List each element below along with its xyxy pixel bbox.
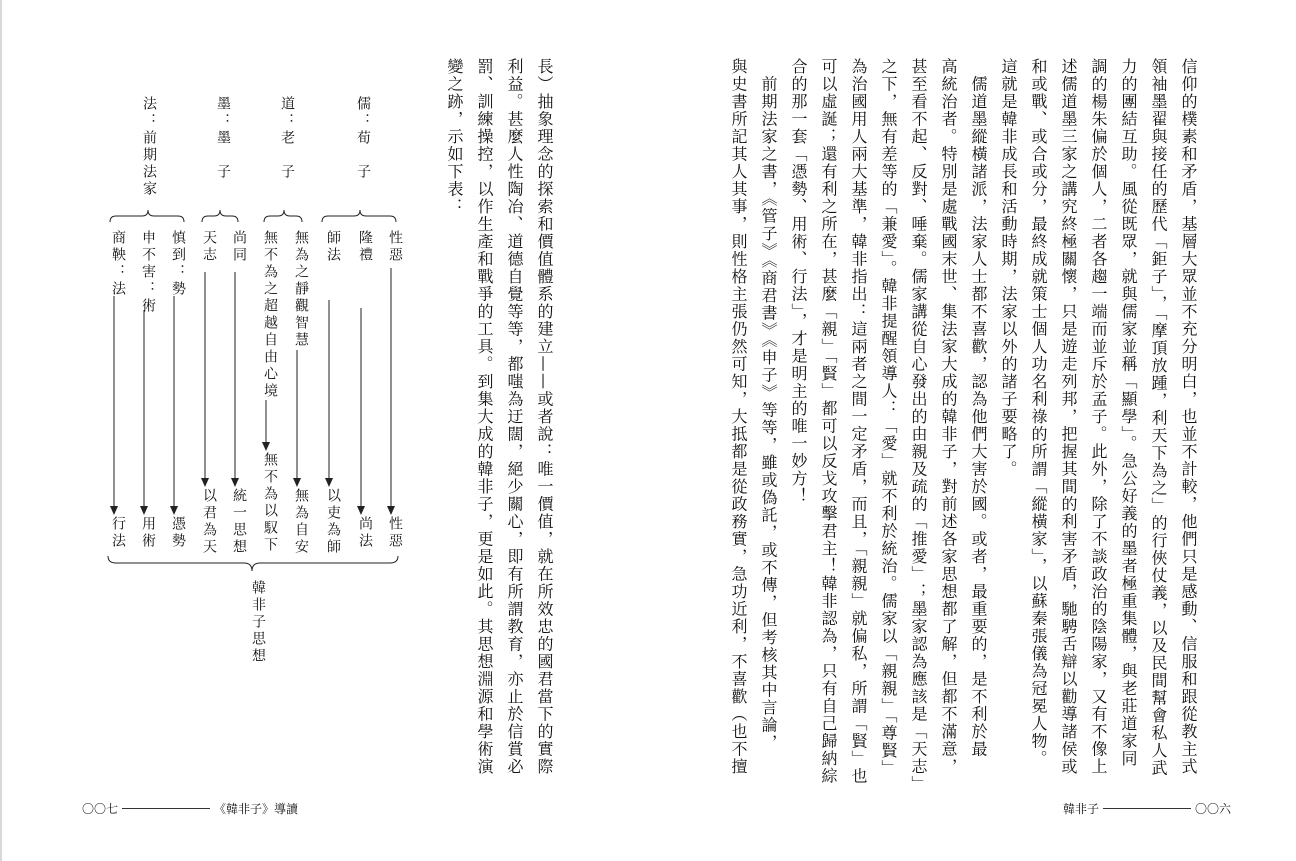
body-column: 前期法家之書，《管子》《商君書》《申子》等等，雖或偽託，或不傳，但考核其中言論， [759,58,778,752]
footer-rule [1103,808,1191,809]
tree-end-wuweizian: 無為自安 [293,488,309,556]
tree-mid-wuwei: 無為之靜觀智慧 [293,230,309,349]
tree-mid-longli: 隆禮 [357,230,373,264]
body-column: 高統治者。特別是處戰國末世、集法家大成的韓非子，對前述各家思想都了解，但都不滿意， [939,58,958,776]
tree-end-shangfa: 尚法 [357,516,373,550]
tree-end-yijunweitian: 以君為天 [201,488,217,556]
body-column: 利益。甚麼人性陶冶、道德自覺等等，都嗤為迂闊，絕少關心，即有所謂教育，亦止於信賞必 [505,58,524,776]
body-column: 領袖墨翟與接任的歷代「鉅子」，「摩頂放踵，利天下為之」的行俠仗義，以及民間幫會私人武 [1149,58,1168,777]
tree-end-tongyisixiang: 統一思想 [231,488,247,556]
right-page [648,0,1296,861]
body-column: 長）抽象理念的探索和價值體系的建立——或者說：唯一價值，就在所效忠的國君當下的實際 [535,58,554,776]
tree-mid-shifa: 師法 [325,230,341,264]
tree-mid-shangyang: 商鞅：法 [110,230,126,298]
tree-mid-shangtong: 尚同 [231,230,247,264]
page-number: 〇〇六 [1195,802,1232,816]
body-column: 信仰的樸素和矛盾，基層大眾並不充分明白，也並不計較，他們只是感動、信服和跟從教主式 [1179,58,1198,776]
tree-source-fa: 法：前期法家 [141,96,157,198]
tree-source-ru: 儒：荀 子 [355,96,371,181]
tree-mid-shendao: 慎到：勢 [170,230,186,298]
tree-end-yongshu: 用術 [140,516,156,550]
running-title: 韓非子 [1063,802,1100,816]
tree-mid-wubuwei: 無不為之超越自由心境 [262,230,278,400]
page-number: 〇〇七 [82,802,119,816]
body-column: 變之跡，示如下表： [445,58,464,216]
footer-rule [122,808,210,809]
tree-conclusion: 韓非子思想 [250,580,266,665]
tree-mid-shenbuhai: 申不害：術 [140,230,156,315]
body-column: 甚至看不起、反對、唾棄。儒家講從自心發出的由親及疏的「推愛」；墨家認為應該是「天志」 [909,58,928,793]
running-title: 《韓非子》導讀 [214,802,299,816]
left-footer [82,800,298,817]
body-column: 這就是韓非成長和活動時期，法家以外的諸子要略了。 [999,58,1018,478]
body-column: 為治國用人兩大基準，韓非指出：這兩者之間一定矛盾，而且，「親親」就偏私，所謂「賢」也 [849,58,868,785]
body-column: 合的那一套「憑勢、用術、行法」，才是明主的唯一妙方！ [789,58,808,505]
body-column: 調的楊朱偏於個人，二者各趨一端而並斥於孟子。此外，除了不談政治的陰陽家，又有不像上 [1089,58,1108,776]
right-footer [1063,800,1231,817]
tree-end-xinge: 性惡 [387,516,403,550]
body-column: 述儒道墨三家之講究終極關懷，只是遊走列邦，把握其間的利害矛盾，馳騁舌辯以勸導諸侯或 [1059,58,1078,776]
body-column: 與史書所記其人其事，則性格主張仍然可知，大抵都是從政務實，急功近利，不喜歡（也不擅 [729,58,748,776]
tree-source-mo: 墨：墨 子 [215,96,231,181]
body-column: 罰、訓練操控，以作生產和戰爭的工具。到集大成的韓非子，更是如此。其思想淵源和學術演 [475,58,494,776]
tree-end-yilishiwei: 以吏為師 [325,488,341,556]
tree-mid-xinge: 性惡 [387,230,403,264]
tree-end-pingshi: 憑勢 [170,516,186,550]
body-column: 力的團結互助。風從既眾，就與儒家並稱「顯學」。急公好義的墨者極重集體，與老莊道家同 [1119,58,1138,768]
body-column: 儒道墨縱橫諸派，法家人士都不喜歡，認為他們大害於國。或者，最重要的，是不利於最 [969,58,988,758]
tree-mid-wubuwei-yixia: 無不為以馭下 [262,452,278,554]
tree-mid-tianzhi: 天志 [201,230,217,264]
tree-source-dao: 道：老 子 [279,96,295,181]
body-column: 之下，無有差等的「兼愛」。韓非提醒領導人：「愛」就不利於統治。儒家以「親親」「尊賢」 [879,58,898,777]
body-column: 和或戰、或合或分，最終成就策士個人功名利祿的所謂「縱橫家」，以蘇秦張儀為冠冕人物。 [1029,58,1048,768]
body-column: 可以虛誕；還有利之所在，甚麼「親」「賢」都可以反戈攻擊君主！韓非認為，只有自己歸納綜 [819,58,838,785]
tree-end-xingfa: 行法 [110,516,126,550]
tree-connector-lines [2,0,650,861]
